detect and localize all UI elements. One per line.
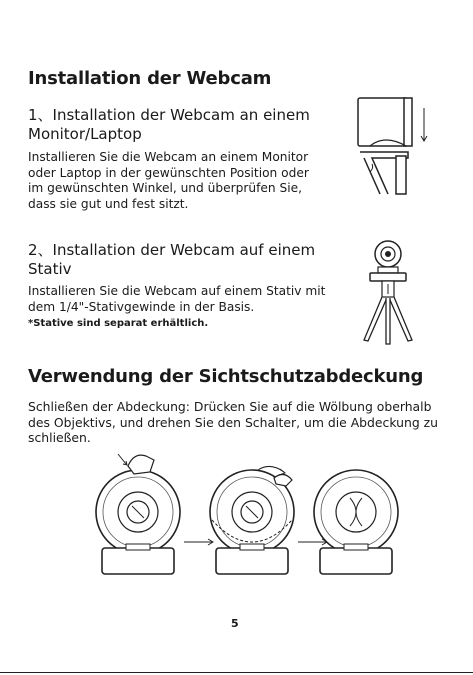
step-2-webcam xyxy=(210,466,294,574)
paragraph-line: Installieren Sie die Webcam an einem Monitor xyxy=(28,150,309,164)
paragraph-privacy-cover xyxy=(28,399,438,446)
page-number: 5 xyxy=(231,617,239,630)
tripod-note: *Stative sind separat erhältlich. xyxy=(28,318,209,329)
subheading-tripod-line2: Stativ xyxy=(28,260,72,278)
webcam-tripod-illustration xyxy=(360,240,430,350)
paragraph-line: des Objektivs, und drehen Sie den Schalter, um die Abdeckung zu xyxy=(28,414,438,430)
paragraph-line: Schließen der Abdeckung: Drücken Sie auf die Wölbung oberhalb xyxy=(28,399,432,414)
paragraph-tripod xyxy=(28,284,325,315)
paragraph-line: dass sie gut und fest sitzt. xyxy=(28,196,189,211)
paragraph-line: oder Laptop in der gewünschten Position oder xyxy=(28,165,309,180)
step-3-webcam xyxy=(314,470,398,574)
bottom-rule xyxy=(0,672,473,673)
paragraph-line: schließen. xyxy=(28,430,91,445)
subheading-monitor-line2: Monitor/Laptop xyxy=(28,125,142,143)
webcam-monitor-illustration xyxy=(350,94,440,194)
paragraph-line: Installieren Sie die Webcam auf einem Stativ mit xyxy=(28,284,326,298)
section-title-installation: Installation der Webcam xyxy=(28,68,272,89)
subheading-tripod-line1: 2、Installation der Webcam auf einem xyxy=(28,241,316,259)
paragraph-line: im gewünschten Winkel, und überprüfen Sie, xyxy=(28,181,302,195)
paragraph-monitor xyxy=(28,150,309,212)
section-title-privacy-cover: Verwendung der Sichtschutzabdeckung xyxy=(28,366,424,387)
subheading-monitor-line1: 1、Installation der Webcam an einem xyxy=(28,106,310,124)
paragraph-line: dem 1/4"-Stativgewinde in der Basis. xyxy=(28,299,255,314)
step-1-webcam xyxy=(96,454,180,574)
privacy-cover-steps-illustration xyxy=(88,450,398,585)
